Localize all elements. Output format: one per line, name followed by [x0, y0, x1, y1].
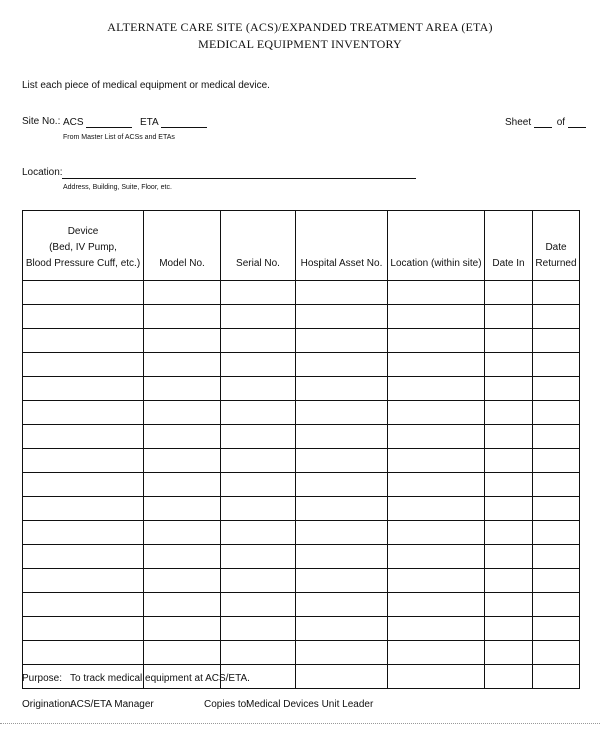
- sheet-blank[interactable]: [534, 116, 552, 128]
- cell-location[interactable]: [388, 473, 485, 497]
- header-date-in: Date In: [485, 211, 533, 281]
- cell-model[interactable]: [144, 401, 221, 425]
- cell-asset[interactable]: [296, 521, 388, 545]
- table-row: [23, 329, 580, 353]
- header-date-returned-line1: Date: [545, 242, 567, 253]
- cell-model[interactable]: [144, 329, 221, 353]
- table-row: [23, 449, 580, 473]
- cell-date-returned[interactable]: [533, 665, 580, 689]
- cell-asset[interactable]: [296, 329, 388, 353]
- cell-location[interactable]: [388, 329, 485, 353]
- origination-text: ACS/ETA Manager: [70, 699, 154, 710]
- cell-location[interactable]: [388, 569, 485, 593]
- eta-blank[interactable]: [161, 116, 207, 128]
- cell-date-in[interactable]: [485, 617, 533, 641]
- table-row: [23, 593, 580, 617]
- cell-device[interactable]: [23, 329, 144, 353]
- cell-asset[interactable]: [296, 377, 388, 401]
- cell-serial[interactable]: [221, 641, 296, 665]
- table-row: [23, 617, 580, 641]
- location-note: Address, Building, Suite, Floor, etc.: [63, 184, 172, 191]
- cell-model[interactable]: [144, 305, 221, 329]
- cell-device[interactable]: [23, 305, 144, 329]
- cell-device[interactable]: [23, 425, 144, 449]
- cell-device[interactable]: [23, 617, 144, 641]
- cell-device[interactable]: [23, 593, 144, 617]
- cell-date-in[interactable]: [485, 545, 533, 569]
- cell-asset[interactable]: [296, 545, 388, 569]
- cell-model[interactable]: [144, 425, 221, 449]
- cell-date-returned[interactable]: [533, 449, 580, 473]
- cell-date-in[interactable]: [485, 401, 533, 425]
- cell-date-in[interactable]: [485, 569, 533, 593]
- cell-date-returned[interactable]: [533, 569, 580, 593]
- eta-field[interactable]: [140, 116, 207, 128]
- header-date-returned-line2: Returned: [535, 258, 577, 269]
- cell-location[interactable]: [388, 593, 485, 617]
- cell-date-returned[interactable]: [533, 329, 580, 353]
- cell-serial[interactable]: [221, 449, 296, 473]
- acs-label: ACS: [63, 117, 84, 128]
- cell-date-returned[interactable]: [533, 377, 580, 401]
- cell-date-in[interactable]: [485, 281, 533, 305]
- location-label: Location:: [22, 167, 63, 178]
- table-row: [23, 473, 580, 497]
- table-row: [23, 545, 580, 569]
- of-label: of: [556, 117, 566, 128]
- cell-model[interactable]: [144, 521, 221, 545]
- table-header-row: [23, 211, 580, 281]
- cell-device[interactable]: [23, 497, 144, 521]
- cell-date-in[interactable]: [485, 521, 533, 545]
- cell-device[interactable]: [23, 353, 144, 377]
- cell-serial[interactable]: [221, 593, 296, 617]
- cell-date-returned[interactable]: [533, 545, 580, 569]
- cell-location[interactable]: [388, 401, 485, 425]
- cell-location[interactable]: [388, 617, 485, 641]
- cell-date-in[interactable]: [485, 593, 533, 617]
- cell-serial[interactable]: [221, 353, 296, 377]
- header-device-line1: Device: [67, 226, 99, 237]
- purpose-label: Purpose:: [22, 673, 63, 684]
- of-blank[interactable]: [568, 116, 586, 128]
- site-note: From Master List of ACSs and ETAs: [63, 134, 175, 141]
- table-row: [23, 305, 580, 329]
- cell-location[interactable]: [388, 353, 485, 377]
- location-blank[interactable]: [62, 166, 416, 179]
- table-body: [23, 281, 580, 689]
- cell-model[interactable]: [144, 497, 221, 521]
- cell-date-returned[interactable]: [533, 641, 580, 665]
- cell-asset[interactable]: [296, 449, 388, 473]
- cell-date-in[interactable]: [485, 305, 533, 329]
- form-title-line1: ALTERNATE CARE SITE (ACS)/EXPANDED TREATMENT AREA (ETA): [107, 20, 493, 34]
- cell-asset[interactable]: [296, 425, 388, 449]
- cell-date-returned[interactable]: [533, 401, 580, 425]
- cell-date-returned[interactable]: [533, 473, 580, 497]
- sheet-label: Sheet: [505, 117, 532, 128]
- table-row: [23, 353, 580, 377]
- cell-date-returned[interactable]: [533, 353, 580, 377]
- acs-field[interactable]: [63, 116, 132, 128]
- cell-date-in[interactable]: [485, 377, 533, 401]
- table-row: [23, 377, 580, 401]
- header-device: [23, 211, 144, 281]
- copies-label: Copies to:: [204, 699, 250, 710]
- cell-serial[interactable]: [221, 329, 296, 353]
- cell-date-in[interactable]: [485, 497, 533, 521]
- cell-serial[interactable]: [221, 425, 296, 449]
- cell-date-returned[interactable]: [533, 305, 580, 329]
- cell-date-in[interactable]: [485, 425, 533, 449]
- inventory-table: [22, 210, 580, 689]
- header-asset: Hospital Asset No.: [296, 211, 388, 281]
- cell-serial[interactable]: [221, 521, 296, 545]
- cell-model[interactable]: [144, 377, 221, 401]
- cell-model[interactable]: [144, 617, 221, 641]
- cell-date-returned[interactable]: [533, 497, 580, 521]
- cell-asset[interactable]: [296, 401, 388, 425]
- cell-date-in[interactable]: [485, 353, 533, 377]
- cell-asset[interactable]: [296, 497, 388, 521]
- cell-model[interactable]: [144, 353, 221, 377]
- table-row: [23, 569, 580, 593]
- eta-label: ETA: [140, 117, 159, 128]
- cell-model[interactable]: [144, 473, 221, 497]
- header-location: Location (within site): [388, 211, 485, 281]
- cell-device[interactable]: [23, 473, 144, 497]
- cell-location[interactable]: [388, 377, 485, 401]
- origination-label: Origination:: [22, 699, 74, 710]
- cell-date-in[interactable]: [485, 329, 533, 353]
- cell-device[interactable]: [23, 377, 144, 401]
- cell-model[interactable]: [144, 281, 221, 305]
- table-row: [23, 497, 580, 521]
- cell-date-returned[interactable]: [533, 617, 580, 641]
- cell-device[interactable]: [23, 641, 144, 665]
- cell-asset[interactable]: [296, 569, 388, 593]
- cell-serial[interactable]: [221, 473, 296, 497]
- cell-serial[interactable]: [221, 545, 296, 569]
- cell-serial[interactable]: [221, 377, 296, 401]
- site-no-label: Site No.:: [22, 116, 61, 127]
- purpose-text: To track medical equipment at ACS/ETA.: [70, 673, 250, 684]
- cell-location[interactable]: [388, 449, 485, 473]
- header-device-line2: (Bed, IV Pump,: [49, 242, 117, 253]
- table-row: [23, 641, 580, 665]
- cell-device[interactable]: [23, 521, 144, 545]
- table-row: [23, 401, 580, 425]
- cell-device[interactable]: [23, 449, 144, 473]
- cell-location[interactable]: [388, 425, 485, 449]
- cell-asset[interactable]: [296, 353, 388, 377]
- cell-asset[interactable]: [296, 617, 388, 641]
- header-model: Model No.: [144, 211, 221, 281]
- header-device-line3: Blood Pressure Cuff, etc.): [25, 258, 141, 269]
- cell-model[interactable]: [144, 593, 221, 617]
- table-row: [23, 425, 580, 449]
- cell-asset[interactable]: [296, 665, 388, 689]
- cell-serial[interactable]: [221, 569, 296, 593]
- cell-serial[interactable]: [221, 617, 296, 641]
- header-date-returned: [533, 211, 580, 281]
- cell-date-in[interactable]: [485, 641, 533, 665]
- cell-model[interactable]: [144, 641, 221, 665]
- cell-model[interactable]: [144, 569, 221, 593]
- cell-asset[interactable]: [296, 473, 388, 497]
- cell-date-in[interactable]: [485, 665, 533, 689]
- cell-serial[interactable]: [221, 305, 296, 329]
- cell-location[interactable]: [388, 641, 485, 665]
- cell-asset[interactable]: [296, 593, 388, 617]
- cell-date-returned[interactable]: [533, 593, 580, 617]
- cell-date-in[interactable]: [485, 449, 533, 473]
- sheet-field[interactable]: [505, 116, 586, 128]
- cell-device[interactable]: [23, 545, 144, 569]
- cell-location[interactable]: [388, 305, 485, 329]
- cell-serial[interactable]: [221, 281, 296, 305]
- copies-text: Medical Devices Unit Leader: [246, 699, 374, 710]
- table-row: [23, 521, 580, 545]
- form-title-line2: MEDICAL EQUIPMENT INVENTORY: [198, 37, 402, 51]
- cell-device[interactable]: [23, 401, 144, 425]
- cell-serial[interactable]: [221, 497, 296, 521]
- instructions-text: List each piece of medical equipment or medical device.: [22, 80, 270, 91]
- cell-asset[interactable]: [296, 641, 388, 665]
- cell-asset[interactable]: [296, 281, 388, 305]
- cell-device[interactable]: [23, 569, 144, 593]
- cell-model[interactable]: [144, 449, 221, 473]
- cell-model[interactable]: [144, 545, 221, 569]
- cell-location[interactable]: [388, 665, 485, 689]
- table-row: [23, 281, 580, 305]
- cell-location[interactable]: [388, 545, 485, 569]
- cell-date-returned[interactable]: [533, 281, 580, 305]
- cell-location[interactable]: [388, 521, 485, 545]
- cell-device[interactable]: [23, 281, 144, 305]
- cell-asset[interactable]: [296, 305, 388, 329]
- cell-date-returned[interactable]: [533, 425, 580, 449]
- page-edge-divider: [0, 723, 600, 724]
- cell-location[interactable]: [388, 281, 485, 305]
- cell-serial[interactable]: [221, 401, 296, 425]
- acs-blank[interactable]: [86, 116, 132, 128]
- cell-date-returned[interactable]: [533, 521, 580, 545]
- cell-location[interactable]: [388, 497, 485, 521]
- cell-date-in[interactable]: [485, 473, 533, 497]
- header-serial: Serial No.: [221, 211, 296, 281]
